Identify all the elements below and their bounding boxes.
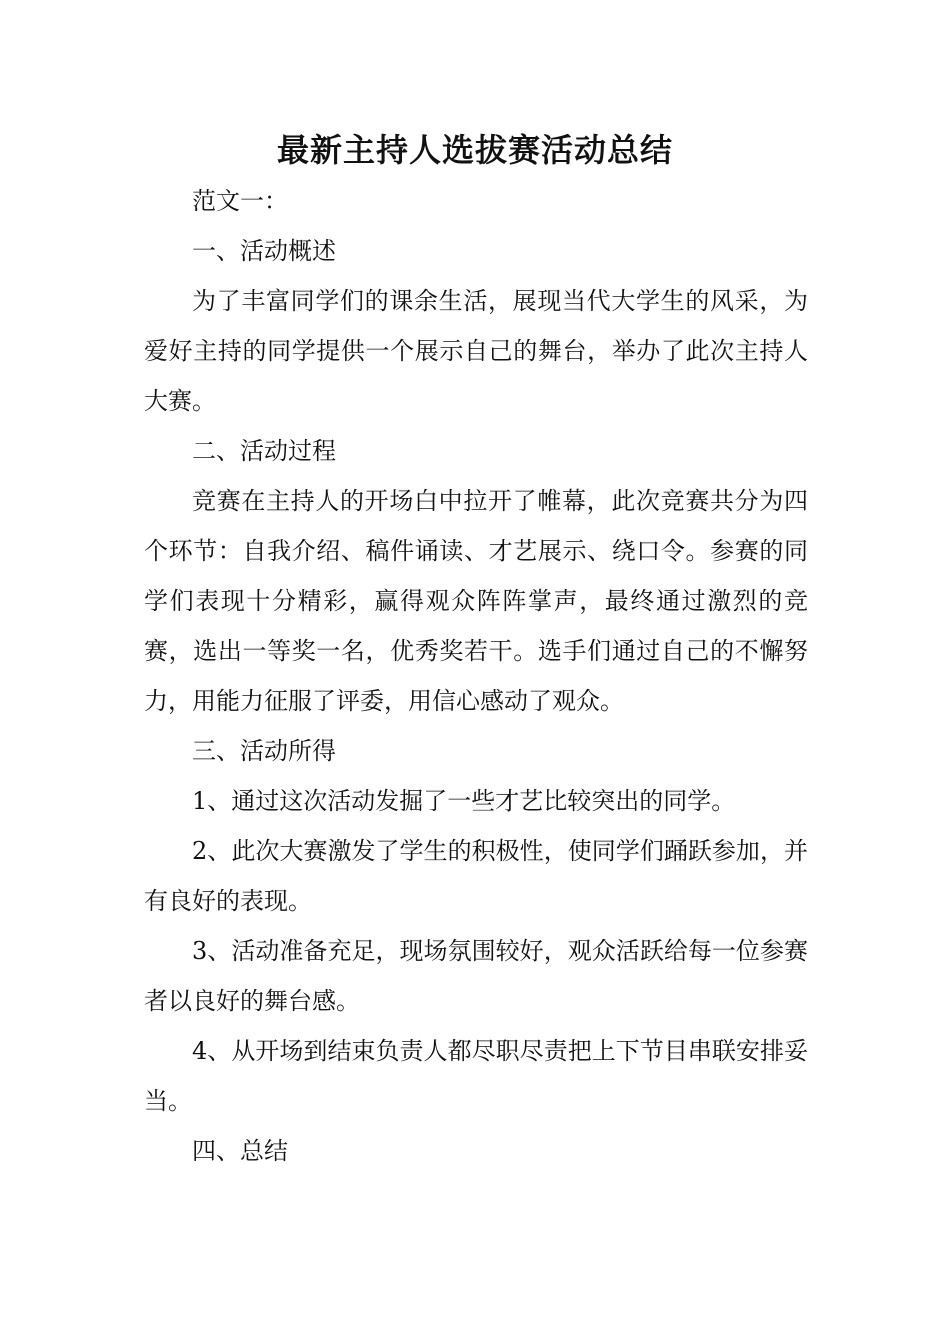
document-title: 最新主持人选拔赛活动总结 <box>276 131 673 169</box>
paragraph-sample-label: 范文一： <box>192 187 288 215</box>
list-item-gain-2: 2、此次大赛激发了学生的积极性，使同学们踊跃参加，并有良好的表现。 <box>144 837 808 915</box>
section-heading-overview: 一、活动概述 <box>192 237 336 265</box>
section-heading-summary: 四、总结 <box>192 1137 288 1165</box>
document-body <box>144 176 808 1176</box>
paragraph-process: 竞赛在主持人的开场白中拉开了帷幕，此次竞赛共分为四个环节：自我介绍、稿件诵读、才艺展示、绕口令。参赛的同学们表现十分精彩，赢得观众阵阵掌声，最终通过激烈的竞赛，选出一等奖一名，优秀奖若干。选手们通过自己的不懈努力，用能力征服了评委，用信心感动了观众。 <box>144 487 808 715</box>
list-item-gain-4: 4、从开场到结束负责人都尽职尽责把上下节目串联安排妥当。 <box>144 1037 808 1115</box>
list-item-gain-3: 3、活动准备充足，现场氛围较好，观众活跃给每一位参赛者以良好的舞台感。 <box>144 937 808 1015</box>
list-item-gain-1: 1、通过这次活动发掘了一些才艺比较突出的同学。 <box>192 787 736 815</box>
section-heading-process: 二、活动过程 <box>192 437 336 465</box>
paragraph-overview: 为了丰富同学们的课余生活，展现当代大学生的风采，为爱好主持的同学提供一个展示自己的舞台，举办了此次主持人大赛。 <box>144 287 808 415</box>
section-heading-gains: 三、活动所得 <box>192 737 336 765</box>
